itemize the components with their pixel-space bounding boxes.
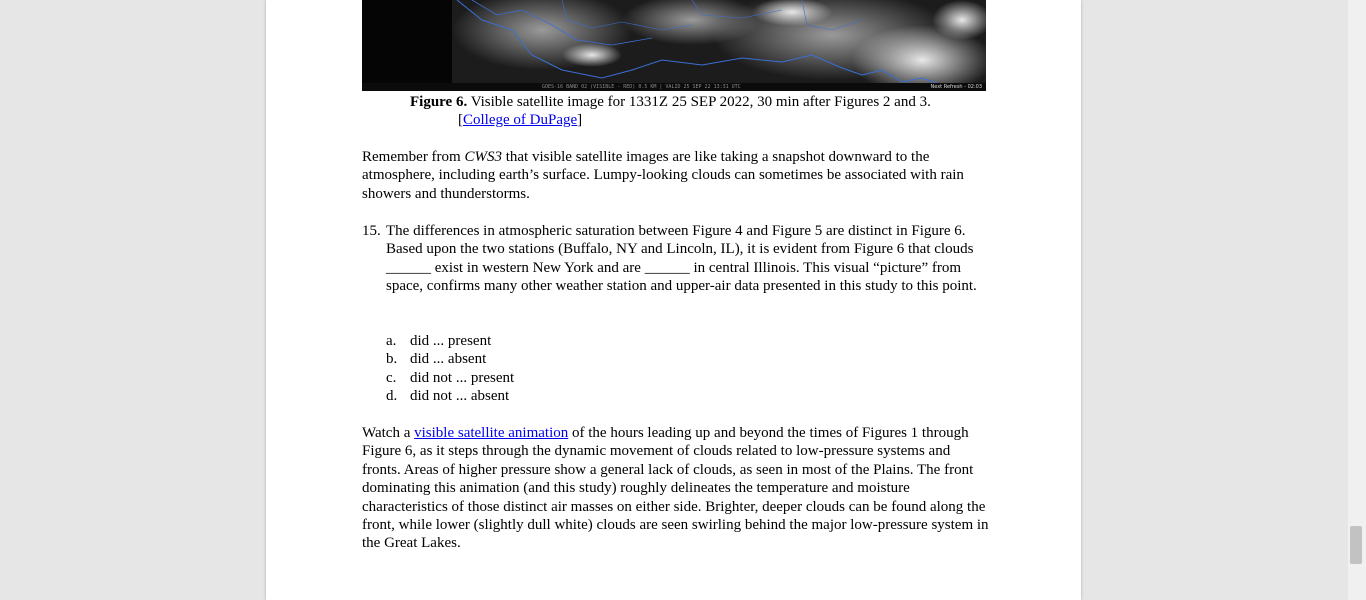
satellite-imagery <box>362 0 986 91</box>
choice-letter: b. <box>386 351 398 368</box>
question-number: 15. <box>362 223 381 239</box>
figure-source <box>458 111 582 129</box>
paragraph-animation <box>362 424 992 553</box>
document-page <box>266 0 1081 600</box>
paragraph3-after: of the hours leading up and beyond the times of Figures 1 through Figure 6, as it steps through the dynamic movement of clouds related to low-pressure systems and fronts. Areas of higher pressure show a general lack of clouds, as seen in most of the Plains. The front dominating this animation (and this study) roughly delineates the temperature and moisture characteristics of those distinct air masses on either side. Brighter, deeper clouds can be found along the front, while lower (slightly dull white) clouds are seen swirling behind the major low-pressure system in the Great Lakes. <box>362 425 989 552</box>
paragraph1-emphasis: CWS3 <box>464 149 502 165</box>
figure-label: Figure 6. <box>410 94 468 110</box>
source-bracket-close: ] <box>577 112 583 128</box>
paragraph-visible-satellite <box>362 148 992 203</box>
paragraph1-before: Remember from <box>362 149 465 165</box>
scrollbar-thumb[interactable] <box>1350 526 1362 564</box>
college-of-dupage-link[interactable]: College of DuPage <box>463 112 578 128</box>
figure-caption <box>410 93 1010 111</box>
choice-text: did not ... absent <box>410 388 510 405</box>
satellite-caption: GOES-16 BAND 02 (VISIBLE - RED) 0.5 KM | VALID 25 SEP 22 13:31 UTC <box>542 84 741 90</box>
choice-text: did ... absent <box>410 351 487 368</box>
choice-letter: c. <box>386 369 397 386</box>
question-text: The differences in atmospheric saturation between Figure 4 and Figure 5 are distinct in Figure 6. Based upon the two stations (Buffalo, NY and Lincoln, IL), it is evident from Figure 6 that clouds ______ exist in western New York and are ______ in central Illinois. This visual “picture” from space, confirms many other weather station and upper-air data presented in this study to this point. <box>386 223 977 295</box>
source-bracket-open: [ <box>458 112 463 128</box>
paragraph1-after: that visible satellite images are like taking a snapshot downward to the atmosphere, including earth’s surface. Lumpy-looking clouds can sometimes be associated with rain showers and thunderstorms. <box>362 149 964 202</box>
choice-text: did ... present <box>410 333 492 349</box>
next-refresh-label: Next Refresh - 02:03 <box>930 84 982 90</box>
choice-text: did not ... present <box>410 369 515 386</box>
question-15 <box>362 222 992 296</box>
visible-satellite-animation-link[interactable]: visible satellite animation <box>414 425 569 441</box>
vertical-scrollbar[interactable] <box>1348 0 1366 600</box>
choice-letter: d. <box>386 388 398 405</box>
satellite-image <box>362 0 986 91</box>
choice-letter: a. <box>386 333 397 349</box>
figure-caption-text: Visible satellite image for 1331Z 25 SEP 2022, 30 min after Figures 2 and 3. <box>467 94 931 110</box>
paragraph3-before: Watch a <box>362 425 415 441</box>
satellite-footer-bar <box>362 83 986 91</box>
